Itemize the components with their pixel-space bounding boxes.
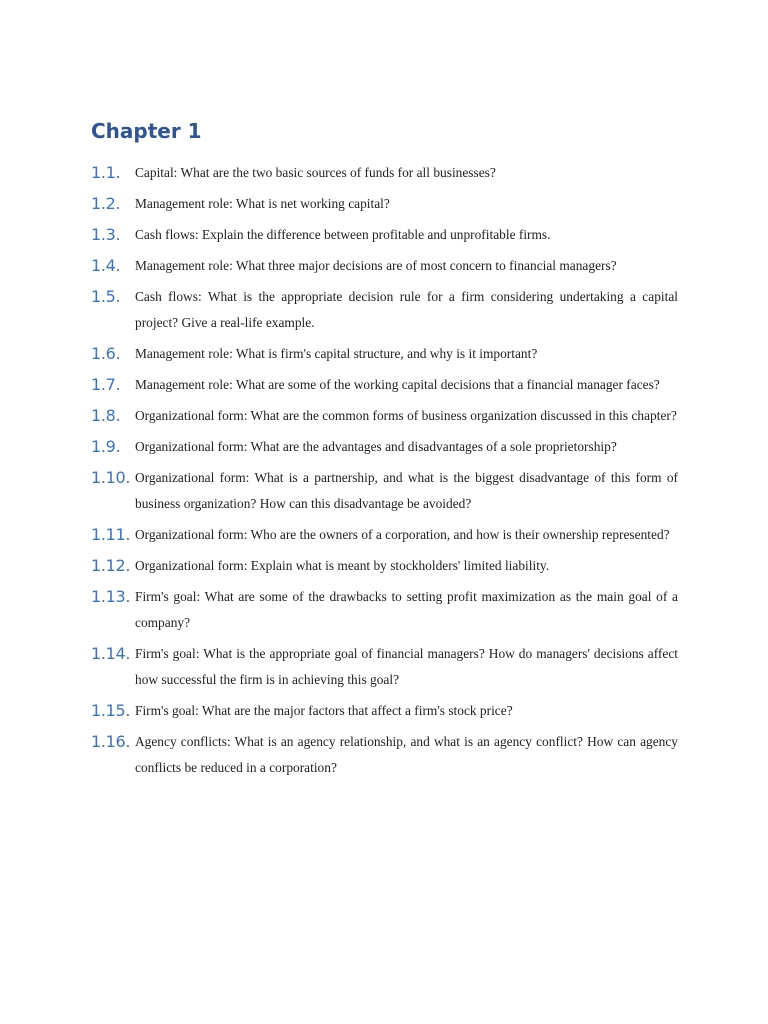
question-item [91, 284, 678, 336]
question-number: 1.12. [91, 556, 131, 575]
question-number: 1.16. [91, 732, 131, 751]
question-number: 1.9. [91, 437, 121, 456]
question-text: Organizational form: What are the advantages and disadvantages of a sole proprietorship? [135, 439, 617, 454]
question-item [91, 522, 678, 548]
question-text: Cash flows: Explain the difference between profitable and unprofitable firms. [135, 227, 551, 242]
question-item [91, 553, 678, 579]
question-item [91, 584, 678, 636]
question-number: 1.6. [91, 344, 121, 363]
question-text: Cash flows: What is the appropriate decision rule for a firm considering undertaking a capital project? Give a real-life example. [135, 289, 678, 330]
question-number: 1.8. [91, 406, 121, 425]
question-number: 1.2. [91, 194, 121, 213]
question-text: Agency conflicts: What is an agency relationship, and what is an agency conflict? How can agency conflicts be reduced in a corporation? [135, 734, 678, 775]
question-text: Firm's goal: What are some of the drawbacks to setting profit maximization as the main goal of a company? [135, 589, 678, 630]
question-list [91, 160, 678, 786]
question-item [91, 253, 678, 279]
question-text: Organizational form: Explain what is meant by stockholders' limited liability. [135, 558, 550, 573]
question-item [91, 191, 678, 217]
question-item [91, 160, 678, 186]
question-text: Organizational form: What are the common forms of business organization discussed in this chapter? [135, 408, 677, 423]
question-number: 1.14. [91, 644, 131, 663]
question-text: Management role: What is firm's capital structure, and why is it important? [135, 346, 538, 361]
question-item [91, 434, 678, 460]
question-text: Organizational form: What is a partnership, and what is the biggest disadvantage of this form of business organization? How can this disadvantage be avoided? [135, 470, 678, 511]
question-item [91, 341, 678, 367]
question-item [91, 222, 678, 248]
question-item [91, 729, 678, 781]
chapter-title: Chapter 1 [91, 119, 202, 143]
question-number: 1.1. [91, 163, 121, 182]
question-number: 1.13. [91, 587, 131, 606]
question-number: 1.10. [91, 468, 131, 487]
question-text: Firm's goal: What is the appropriate goal of financial managers? How do managers' decisions affect how successful the firm is in achieving this goal? [135, 646, 678, 687]
question-number: 1.7. [91, 375, 121, 394]
question-text: Management role: What three major decisions are of most concern to financial managers? [135, 258, 617, 273]
question-text: Firm's goal: What are the major factors that affect a firm's stock price? [135, 703, 513, 718]
question-text: Capital: What are the two basic sources of funds for all businesses? [135, 165, 496, 180]
question-text: Organizational form: Who are the owners of a corporation, and how is their ownership represented? [135, 527, 670, 542]
question-number: 1.5. [91, 287, 121, 306]
question-number: 1.3. [91, 225, 121, 244]
question-number: 1.11. [91, 525, 131, 544]
question-item [91, 465, 678, 517]
question-item [91, 372, 678, 398]
question-number: 1.4. [91, 256, 121, 275]
question-item [91, 641, 678, 693]
question-text: Management role: What is net working capital? [135, 196, 390, 211]
question-item [91, 698, 678, 724]
question-item [91, 403, 678, 429]
question-text: Management role: What are some of the working capital decisions that a financial manager faces? [135, 377, 660, 392]
question-number: 1.15. [91, 701, 131, 720]
